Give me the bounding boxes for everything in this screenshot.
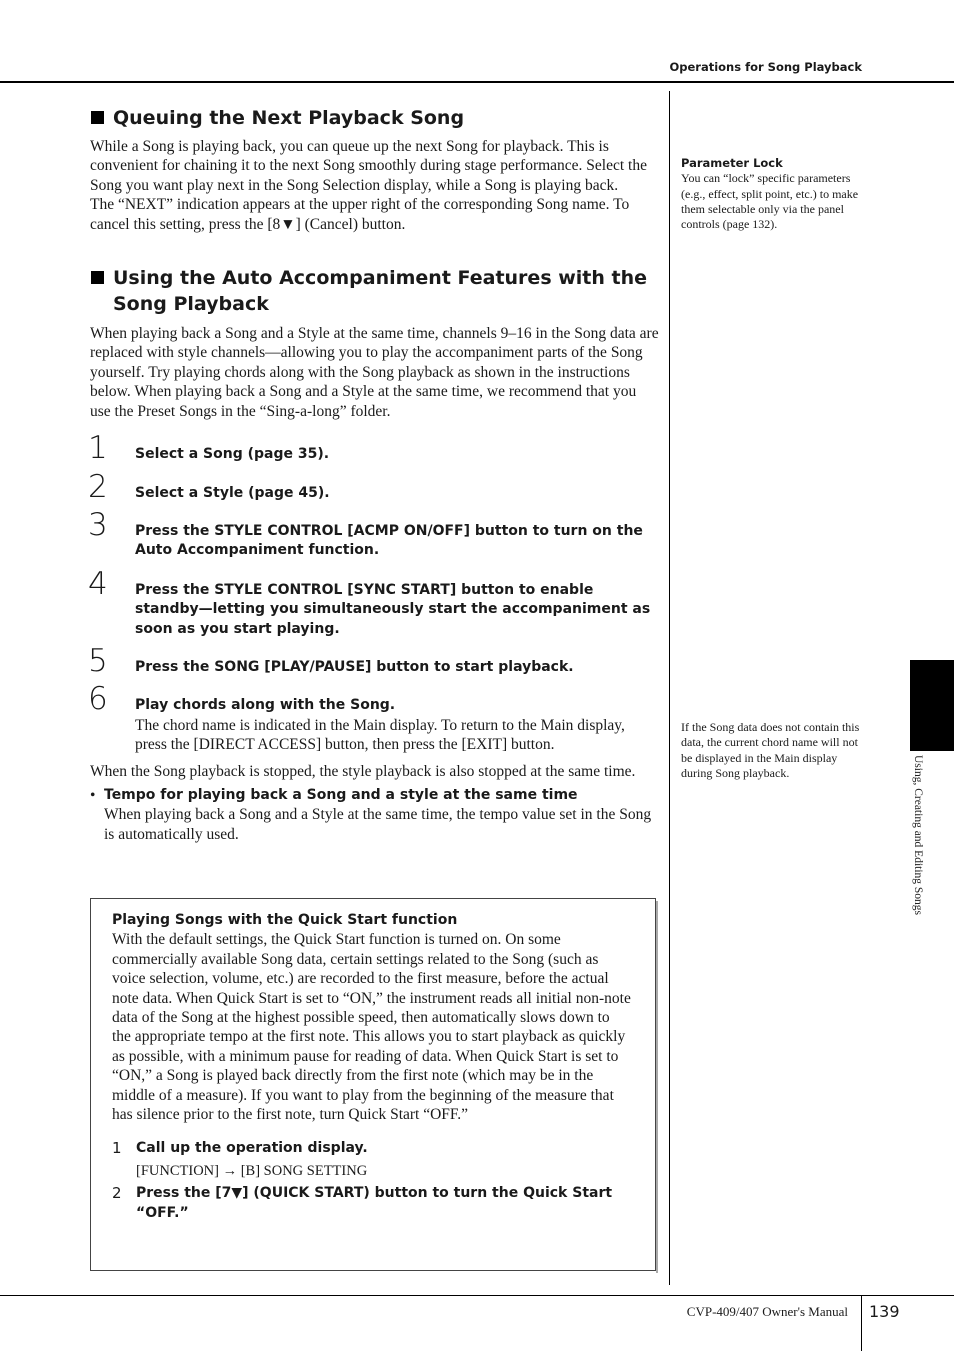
margin-note-title: Parameter Lock xyxy=(681,156,783,170)
margin-note-body: If the Song data does not contain this data, the current chord name will not be displayed in the Main display during Song playback. xyxy=(681,720,860,780)
box-step-2 xyxy=(112,1184,632,1223)
box-step-1 xyxy=(112,1139,632,1158)
box-body: With the default settings, the Quick Start function is turned on. On some commercially available Song data, certain settings related to the Song (such as voice selection, volume, etc.) are recorded to the first measure, before the actual note data. When Quick Start is set to “ON,” the instrument reads all initial non-note data of the Song at the highest possible speed, then automatically slows down to the appropriate tempo at the first note. This allows you to start playback as quickly as possible, with a minimum pause for reading of data. When Quick Start is set to “ON,” a Song is played back directly from the first note (which may be in the middle of a measure). If you want to play from the beginning of the measure that has silence prior to the first note, turn Quick Start “OFF.” xyxy=(112,931,631,1124)
auto-acmp-body: When playing back a Song and a Style at the same time, channels 9–16 in the Song data are replaced with style channels—allowing you to play the accompaniment parts of the Song yourself. Try playing chords along with the Song playback as shown in the instructions below. When playing back a Song and a Style at the same time, we recommend that you use the Preset Songs in the “Sing-a-long” folder. xyxy=(90,325,659,420)
square-bullet-icon xyxy=(91,111,104,124)
section-heading-queuing: Queuing the Next Playback Song xyxy=(90,105,660,131)
section-heading-auto-accompaniment: Using the Auto Accompaniment Features with the Song Playback xyxy=(90,265,660,317)
box-step-text: Press the [7▼] (QUICK START) button to turn the Quick Start “OFF.” xyxy=(136,1185,613,1221)
step-1 xyxy=(88,430,660,467)
step-text: Select a Style (page 45). xyxy=(135,485,330,502)
step-number: 5 xyxy=(88,642,108,679)
quick-start-box xyxy=(90,898,656,1271)
step-number: 2 xyxy=(88,469,108,506)
running-header: Operations for Song Playback xyxy=(669,60,862,74)
bullet-dot-icon: • xyxy=(90,786,96,804)
footer-divider xyxy=(861,1296,862,1351)
step-text: Press the STYLE CONTROL [SYNC START] button to enable standby—letting you simultaneously start the accompaniment as soon as you start playing. xyxy=(135,581,651,637)
footer-manual-title: CVP-409/407 Owner's Manual xyxy=(686,1304,848,1319)
chapter-tab xyxy=(910,660,954,751)
step-number: 4 xyxy=(88,565,108,602)
step-number: 1 xyxy=(88,430,108,467)
header-rule xyxy=(0,81,954,83)
bullet-title: Tempo for playing back a Song and a style at the same time xyxy=(104,786,578,803)
step-4 xyxy=(88,565,660,639)
margin-note-body: You can “lock” specific parameters (e.g., effect, split point, etc.) to make them selectable only via the panel controls (page 132). xyxy=(681,171,859,232)
chapter-tab-label: Using, Creating and Editing Songs xyxy=(912,755,924,916)
step-text: Select a Song (page 35). xyxy=(135,446,330,463)
step-3 xyxy=(88,506,660,561)
margin-note-chord-name xyxy=(681,720,863,781)
step-text: Press the STYLE CONTROL [ACMP ON/OFF] button to turn on the Auto Accompaniment function. xyxy=(135,522,643,559)
step-2 xyxy=(88,469,660,506)
step-text: Play chords along with the Song. xyxy=(135,697,396,714)
auto-acmp-after: When the Song playback is stopped, the style playback is also stopped at the same time. xyxy=(90,762,636,780)
square-bullet-icon xyxy=(91,271,104,284)
main-column xyxy=(90,105,660,844)
step-number: 3 xyxy=(88,506,108,543)
page-number: 139 xyxy=(869,1302,900,1321)
step-6 xyxy=(88,681,660,754)
box-title: Playing Songs with the Quick Start function xyxy=(112,912,458,928)
footer-rule xyxy=(0,1295,954,1296)
box-step-number: 1 xyxy=(112,1139,122,1158)
margin-note-parameter-lock xyxy=(681,156,863,232)
queuing-body-2: The “NEXT” indication appears at the upper right of the corresponding Song name. To cancel this setting, press the [8▼] (Cancel) button. xyxy=(90,196,630,233)
step-text: Press the SONG [PLAY/PAUSE] button to start playback. xyxy=(135,658,574,675)
step-5 xyxy=(88,642,660,679)
queuing-body: While a Song is playing back, you can queue up the next Song for playback. This is convenient for chaining it to the next Song smoothly during stage performance. Select the Song you want play next in the Song Selection display, while a Song is playing back. xyxy=(90,138,647,194)
box-step-text: Call up the operation display. xyxy=(136,1140,368,1157)
column-divider xyxy=(669,91,670,1285)
step-description: The chord name is indicated in the Main display. To return to the Main display, press the [DIRECT ACCESS] button, then press the [EXIT] button. xyxy=(135,716,625,754)
tempo-bullet xyxy=(90,786,660,844)
box-step-path: [FUNCTION] → [B] SONG SETTING xyxy=(136,1162,368,1179)
bullet-body: When playing back a Song and a Style at the same time, the tempo value set in the Song is automatically used. xyxy=(104,806,652,843)
box-step-number: 2 xyxy=(112,1184,122,1203)
step-number: 6 xyxy=(88,681,108,718)
